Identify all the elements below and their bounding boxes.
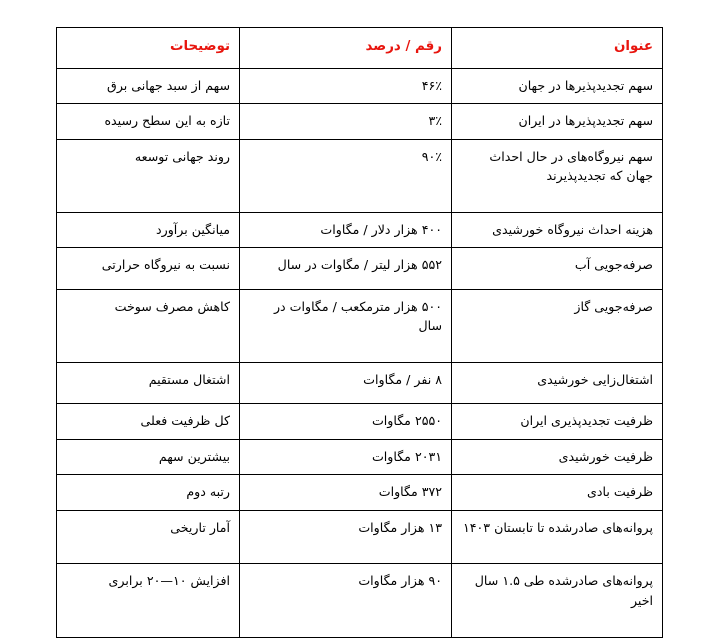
cell-notes: بیشترین سهم bbox=[57, 439, 240, 475]
table-row bbox=[57, 139, 663, 212]
cell-figure: ۲۵۵۰ مگاوات bbox=[240, 404, 452, 440]
cell-title: پروانه‌های صادرشده طی ۱.۵ سال اخیر bbox=[452, 564, 663, 637]
cell-notes: آمار تاریخی bbox=[57, 510, 240, 564]
table-header-row bbox=[57, 28, 663, 69]
cell-notes: اشتغال مستقیم bbox=[57, 362, 240, 404]
cell-figure: ۳٪ bbox=[240, 104, 452, 140]
cell-notes: میانگین برآورد bbox=[57, 212, 240, 248]
cell-figure: ۳۷۲ مگاوات bbox=[240, 475, 452, 511]
renewable-energy-statistics-table bbox=[56, 27, 663, 638]
table-row bbox=[57, 475, 663, 511]
table-row bbox=[57, 404, 663, 440]
cell-notes: رتبه دوم bbox=[57, 475, 240, 511]
column-header-figure: رقم / درصد bbox=[240, 28, 452, 69]
cell-notes: افزایش ۱۰—۲۰ برابری bbox=[57, 564, 240, 637]
cell-figure: ۹۰ هزار مگاوات bbox=[240, 564, 452, 637]
cell-title: سهم تجدیدپذیرها در جهان bbox=[452, 68, 663, 104]
cell-notes: کل ظرفیت فعلی bbox=[57, 404, 240, 440]
cell-notes: نسبت به نیروگاه حرارتی bbox=[57, 248, 240, 290]
table-row bbox=[57, 68, 663, 104]
cell-notes: کاهش مصرف سوخت bbox=[57, 289, 240, 362]
cell-notes: تازه به این سطح رسیده bbox=[57, 104, 240, 140]
cell-title: ظرفیت تجدیدپذیری ایران bbox=[452, 404, 663, 440]
cell-title: اشتغال‌زایی خورشیدی bbox=[452, 362, 663, 404]
cell-title: پروانه‌های صادرشده تا تابستان ۱۴۰۳ bbox=[452, 510, 663, 564]
cell-figure: ۵۵۲ هزار لیتر / مگاوات در سال bbox=[240, 248, 452, 290]
column-header-title: عنوان bbox=[452, 28, 663, 69]
cell-title: سهم تجدیدپذیرها در ایران bbox=[452, 104, 663, 140]
table-row bbox=[57, 212, 663, 248]
cell-title: ظرفیت بادی bbox=[452, 475, 663, 511]
table-row bbox=[57, 564, 663, 637]
cell-title: هزینه احداث نیروگاه خورشیدی bbox=[452, 212, 663, 248]
cell-figure: ۹۰٪ bbox=[240, 139, 452, 212]
cell-figure: ۵۰۰ هزار مترمکعب / مگاوات در سال bbox=[240, 289, 452, 362]
cell-figure: ۴۰۰ هزار دلار / مگاوات bbox=[240, 212, 452, 248]
cell-figure: ۴۶٪ bbox=[240, 68, 452, 104]
cell-title: صرفه‌جویی آب bbox=[452, 248, 663, 290]
cell-figure: ۱۳ هزار مگاوات bbox=[240, 510, 452, 564]
cell-notes: روند جهانی توسعه bbox=[57, 139, 240, 212]
statistics-table-container bbox=[57, 27, 663, 638]
cell-figure: ۲۰۳۱ مگاوات bbox=[240, 439, 452, 475]
column-header-notes: توضیحات bbox=[57, 28, 240, 69]
table-row bbox=[57, 362, 663, 404]
table-header bbox=[57, 28, 663, 69]
table-row bbox=[57, 248, 663, 290]
cell-title: ظرفیت خورشیدی bbox=[452, 439, 663, 475]
table-row bbox=[57, 510, 663, 564]
cell-title: سهم نیروگاه‌های در حال احداث جهان که تجدیدپذیرند bbox=[452, 139, 663, 212]
cell-title: صرفه‌جویی گاز bbox=[452, 289, 663, 362]
table-row bbox=[57, 289, 663, 362]
cell-figure: ۸ نفر / مگاوات bbox=[240, 362, 452, 404]
table-body bbox=[57, 68, 663, 637]
cell-notes: سهم از سبد جهانی برق bbox=[57, 68, 240, 104]
table-row bbox=[57, 104, 663, 140]
table-row bbox=[57, 439, 663, 475]
